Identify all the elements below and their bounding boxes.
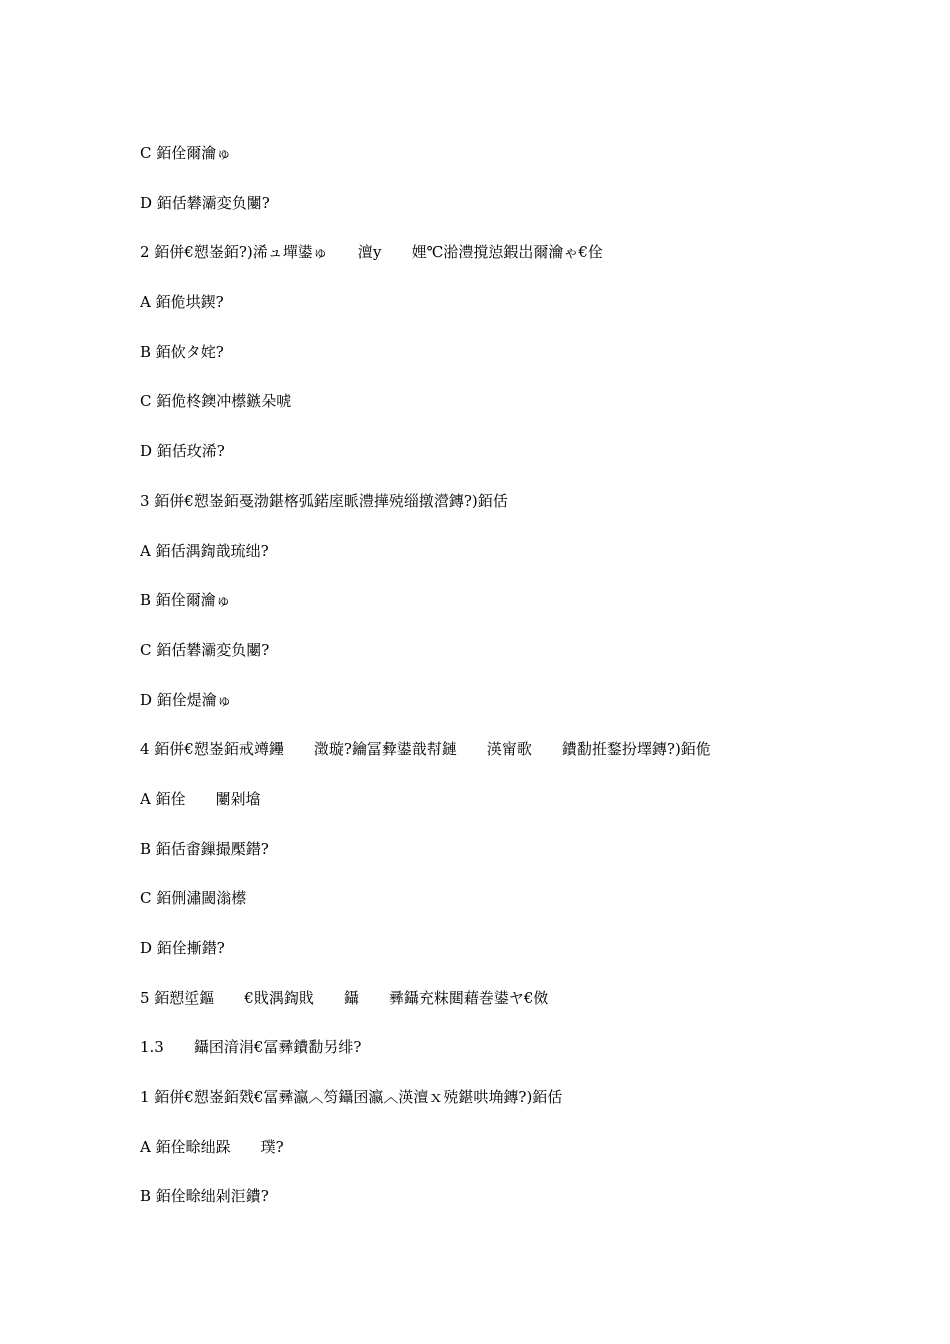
question-line: 4 銆併€愬崟銆戒竴鑸 澂璇?鑰冨彜鍙戠幇鏈 渶甯歌 鐨勫拰鍪扮墿鏄?)銆佹 xyxy=(140,740,711,759)
document-body xyxy=(140,141,900,1234)
option-line: C 銆侀潚閾滃櫒 xyxy=(140,889,247,908)
option-line: C 銆佸礬灞変负闄? xyxy=(140,640,270,659)
section-heading: 1.3 鑷囨湇涓€冨彞鐨勫另绯? xyxy=(140,1038,362,1057)
question-line: 1 銆併€愬崟銆戣€冨彞瀛︿笉鑷囨瀛︿渶澶ｘ殑鍖哄埆鏄?)銆佸 xyxy=(140,1088,563,1107)
option-line: B 銆佺爾瀹ゅ xyxy=(140,591,231,610)
option-line: B 銆佽タ姹? xyxy=(140,342,224,361)
option-line: D 銆佺摲鐟? xyxy=(140,939,225,957)
option-line: A 銆佺畭绌跺 璞? xyxy=(140,1137,284,1156)
text-line: C 銆佺爾瀹ゅ xyxy=(140,144,232,162)
text-line: D 銆佸礬灞変负闄? xyxy=(140,193,270,212)
option-line: D 銆佺煶瀹ゅ xyxy=(140,690,232,709)
option-line: C 銆佹柊鐭冲櫒鏃朵唬 xyxy=(140,392,292,411)
option-line: A 銆佸湡鍧戠琉绌? xyxy=(140,541,269,560)
option-line: B 銆佸畬鏁撮檿鐟? xyxy=(140,839,269,858)
question-line: 5 銆愬垽鏂 €戝湡鍧戝 鑷 彞鑷充粖閮藉巻鍙ヤ€傚 xyxy=(140,988,549,1007)
question-line: 2 銆併€愬崟銆?)浠ュ墠鍙ゅ 澶у 娌℃湁澧撹惉鍜岀爾瀹ゃ€佺 xyxy=(140,243,603,262)
option-line: B 銆佺畭绌剁洰鐨? xyxy=(140,1187,269,1206)
question-line: 3 銆併€愬崟銆戞渤鍖楁弧鍩庢眽澧撶殑缁撴瀯鏄?)銆佸 xyxy=(140,491,508,510)
option-line: A 銆佺 闄剁墖 xyxy=(140,789,261,808)
option-line: A 銆佹垬鍥? xyxy=(140,293,224,312)
option-line: D 銆佸玫浠? xyxy=(140,442,225,461)
